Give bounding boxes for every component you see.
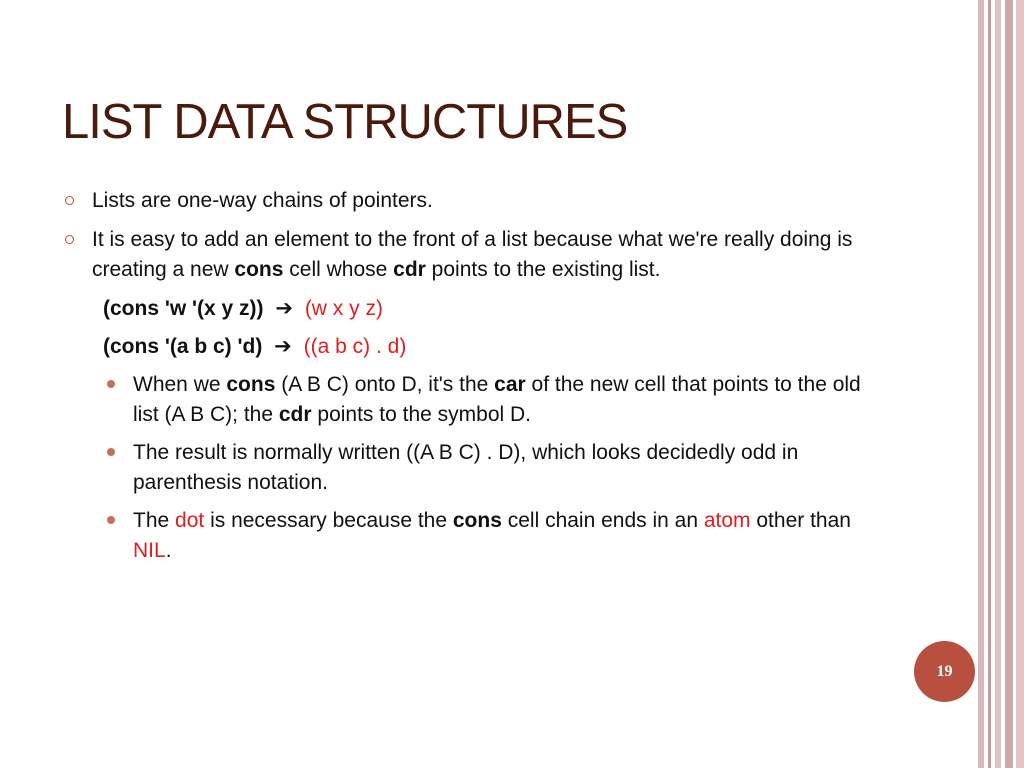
bullet-text: cell whose xyxy=(283,258,394,281)
sub-bullet-text: (A B C) onto D, it's the xyxy=(275,373,495,396)
sub-bullet-text: When we xyxy=(133,373,227,396)
decorative-border-strip xyxy=(988,0,991,768)
sub-bullet-item xyxy=(62,506,882,566)
arrow-icon: ➔ xyxy=(275,297,293,320)
sub-bullet-text: . xyxy=(165,539,172,562)
sub-bullet-text: other than xyxy=(750,509,851,532)
sub-bullet-text: The xyxy=(133,509,176,532)
keyword-atom: atom xyxy=(703,509,751,532)
filled-bullet-icon xyxy=(107,516,115,524)
code-example xyxy=(62,332,882,362)
hollow-bullet-icon xyxy=(65,196,74,205)
sub-bullet-item xyxy=(62,438,882,498)
bullet-text: Lists are one-way chains of pointers. xyxy=(92,189,433,212)
sub-bullet-text: The result is normally written ((A B C) . D), which looks decidedly odd in parenthesis notation. xyxy=(133,441,799,494)
sub-bullet-text: of the new cell that points to the old list (A B C); the xyxy=(133,373,861,426)
filled-bullet-icon xyxy=(107,448,115,456)
sub-bullet-item xyxy=(62,370,882,430)
sub-bullet-text: cell chain ends in an xyxy=(501,509,704,532)
bullet-text: points to the existing list. xyxy=(425,258,661,281)
decorative-border-strip xyxy=(1016,0,1024,768)
keyword-dot: dot xyxy=(175,509,205,532)
sub-bullet-text: points to the symbol D. xyxy=(311,403,531,426)
page-number: 19 xyxy=(936,662,953,680)
keyword-cdr: cdr xyxy=(278,403,312,426)
keyword-cdr: cdr xyxy=(393,258,426,281)
keyword-cons: cons xyxy=(226,373,276,396)
code-example xyxy=(62,294,882,324)
bullet-text: It is easy to add an element to the front of a list because what we're really doing is creating a new xyxy=(92,228,853,281)
decorative-border-strip xyxy=(995,0,1001,768)
code-expression: (cons 'w '(x y z)) xyxy=(103,297,264,320)
keyword-car: car xyxy=(494,373,526,396)
keyword-cons: cons xyxy=(452,509,502,532)
decorative-border-strip xyxy=(1005,0,1013,768)
bullet-item xyxy=(62,186,882,216)
hollow-bullet-icon xyxy=(65,235,74,244)
code-result: (w x y z) xyxy=(304,297,383,320)
keyword-nil: NIL xyxy=(133,539,166,562)
keyword-cons: cons xyxy=(234,258,284,281)
code-expression: (cons '(a b c) 'd) xyxy=(103,335,263,358)
slide-content xyxy=(62,186,882,574)
sub-bullet-text: is necessary because the xyxy=(204,509,453,532)
code-result: ((a b c) . d) xyxy=(303,335,407,358)
bullet-item xyxy=(62,225,882,285)
slide-title: LIST DATA STRUCTURES xyxy=(62,95,628,149)
arrow-icon: ➔ xyxy=(274,335,292,358)
decorative-border-strip xyxy=(978,0,984,768)
page-number-badge xyxy=(914,641,975,702)
filled-bullet-icon xyxy=(107,380,115,388)
